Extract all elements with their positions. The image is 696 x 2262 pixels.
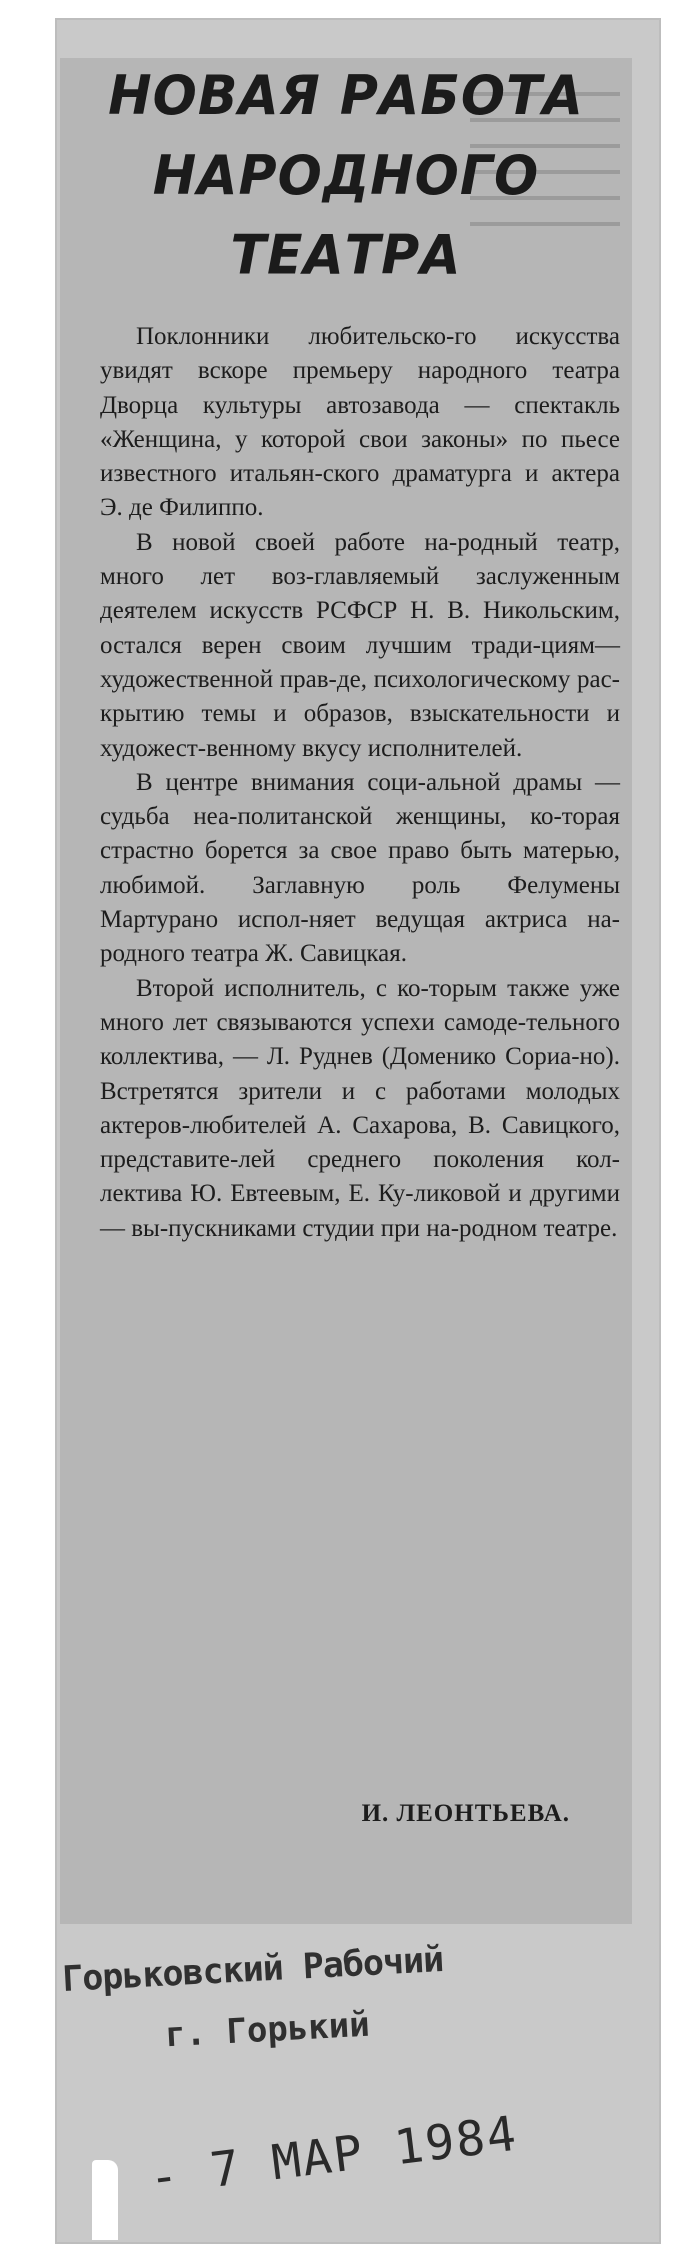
article-paragraph-2: В новой своей работе на-родный театр, много лет воз-главляемый заслуженным деятелем искусств РСФСР Н. В. Никольским, остался верен своим лучшим тради-циям—художественной прав-де, психологическому рас-крытию темы и образов, взыскательности и художест-венному вкусу исполнителей. xyxy=(100,528,620,762)
article-author: И. ЛЕОНТЬЕВА. xyxy=(361,1800,570,1827)
paper-tear-mark xyxy=(92,2160,118,2240)
headline-line-2: НАРОДНОГО xyxy=(152,144,540,208)
article-paragraph-3: В центре внимания соци-альной драмы — судьба неа-политанской женщины, ко-торая страстно борется за свое право быть матерью, любимой. Заглавную роль Фелумены Мартурано испол-няет ведущая актриса на-родного театра Ж. Савицкая. xyxy=(100,768,620,968)
date-stamp: - 7 МАР 1984 xyxy=(145,2105,521,2207)
city-stamp: г. Горький xyxy=(164,2004,371,2056)
article-body xyxy=(100,320,620,1246)
article-paragraph-4: Второй исполнитель, с ко-торым также уже много лет связываются успехи самоде-тельного коллектива, — Л. Руднев (Доменико Сориа-но). Встретятся зрители и с работами молодых актеров-любителей А. Сахарова, В. Савицкого, представите-лей среднего поколения кол-лектива Ю. Евтеевым, Е. Ку-ликовой и другими — вы-пускниками студии при на-родном театре. xyxy=(100,974,620,1242)
newspaper-name-stamp: Горьковский Рабочий xyxy=(61,1940,445,2000)
article-paragraph-1: Поклонники любительско-го искусства увидят вскоре премьеру народного театра Дворца культуры автозавода — спектакль «Женщина, у которой свои законы» по пьесе известного итальян-ского драматурга и актера Э. де Филиппо. xyxy=(100,323,620,522)
headline-line-3: ТЕАТРА xyxy=(230,224,462,288)
article-headline xyxy=(60,56,632,295)
headline-line-1: НОВАЯ РАБОТА xyxy=(108,64,584,128)
